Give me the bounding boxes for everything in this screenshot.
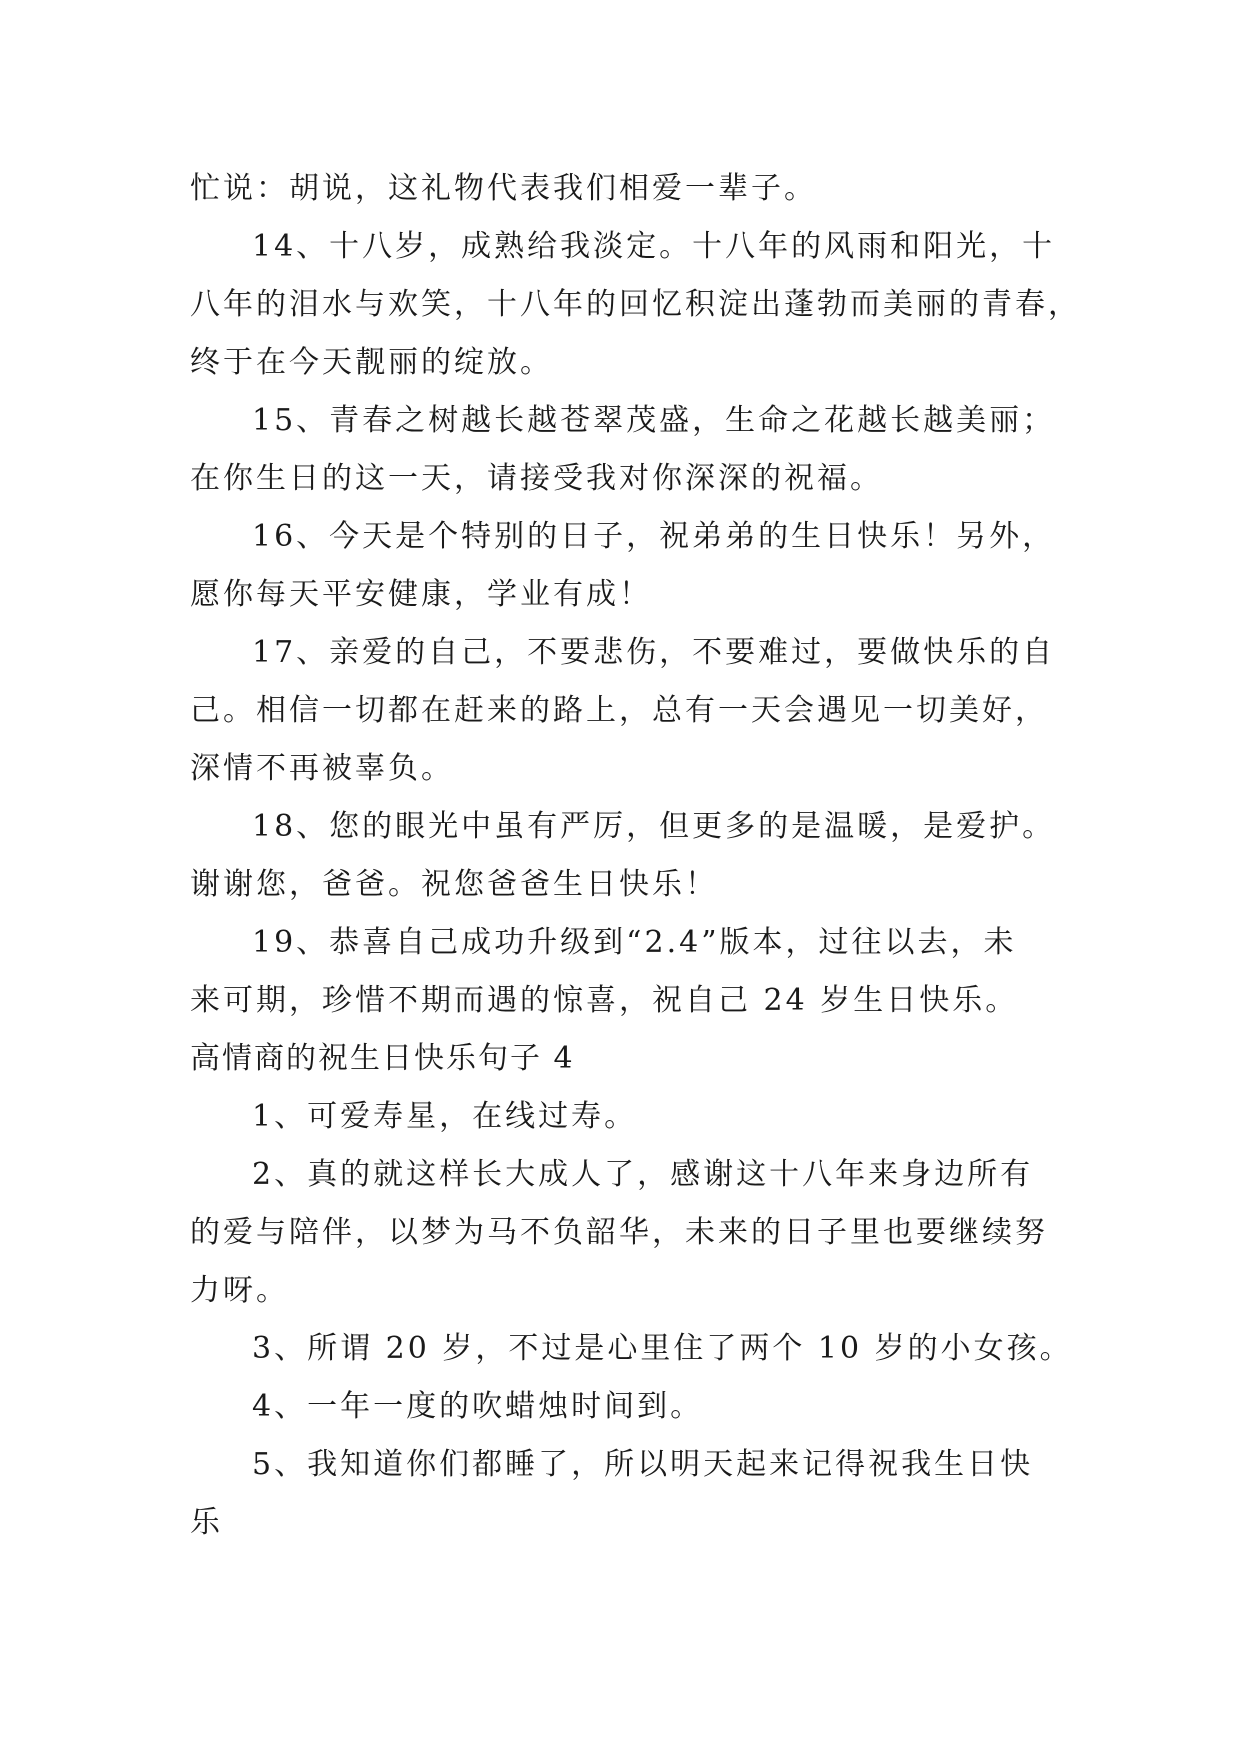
list-item-1: 1、可爱寿星，在线过寿。 bbox=[252, 1099, 638, 1134]
text-line: 己。相信一切都在赶来的路上，总有一天会遇见一切美好， bbox=[190, 693, 1048, 728]
text-line: 深情不再被辜负。 bbox=[190, 751, 454, 786]
list-item-17: 17、亲爱的自己，不要悲伤，不要难过，要做快乐的自 bbox=[252, 635, 1056, 670]
text-line: 忙说：胡说，这礼物代表我们相爱一辈子。 bbox=[190, 171, 817, 206]
list-item-18: 18、您的眼光中虽有严厉，但更多的是温暖，是爱护。 bbox=[252, 809, 1056, 844]
text-line: 终于在今天靓丽的绽放。 bbox=[190, 345, 553, 380]
list-item-14: 14、十八岁，成熟给我淡定。十八年的风雨和阳光，十 bbox=[252, 229, 1056, 264]
text-line: 乐 bbox=[190, 1505, 223, 1540]
text-line: 力呀。 bbox=[190, 1273, 289, 1308]
list-item-19: 19、恭喜自己成功升级到“2.4”版本，过往以去，未 bbox=[252, 925, 1017, 960]
text-line: 在你生日的这一天，请接受我对你深深的祝福。 bbox=[190, 461, 883, 496]
list-item-3: 3、所谓 20 岁，不过是心里住了两个 10 岁的小女孩。 bbox=[252, 1331, 1073, 1366]
text-line: 八年的泪水与欢笑，十八年的回忆积淀出蓬勃而美丽的青春， bbox=[190, 287, 1081, 322]
list-item-2: 2、真的就这样长大成人了，感谢这十八年来身边所有 bbox=[252, 1157, 1034, 1192]
list-item-5: 5、我知道你们都睡了，所以明天起来记得祝我生日快 bbox=[252, 1447, 1034, 1482]
document-body bbox=[190, 160, 1090, 1552]
text-line: 来可期，珍惜不期而遇的惊喜，祝自己 24 岁生日快乐。 bbox=[190, 983, 1019, 1018]
text-line: 的爱与陪伴，以梦为马不负韶华，未来的日子里也要继续努 bbox=[190, 1215, 1048, 1250]
text-line: 谢谢您，爸爸。祝您爸爸生日快乐！ bbox=[190, 867, 718, 902]
section-heading: 高情商的祝生日快乐句子 4 bbox=[190, 1041, 575, 1076]
text-line: 愿你每天平安健康，学业有成！ bbox=[190, 577, 652, 612]
list-item-4: 4、一年一度的吹蜡烛时间到。 bbox=[252, 1389, 704, 1424]
list-item-16: 16、今天是个特别的日子，祝弟弟的生日快乐！另外， bbox=[252, 519, 1056, 554]
list-item-15: 15、青春之树越长越苍翠茂盛，生命之花越长越美丽； bbox=[252, 403, 1056, 438]
